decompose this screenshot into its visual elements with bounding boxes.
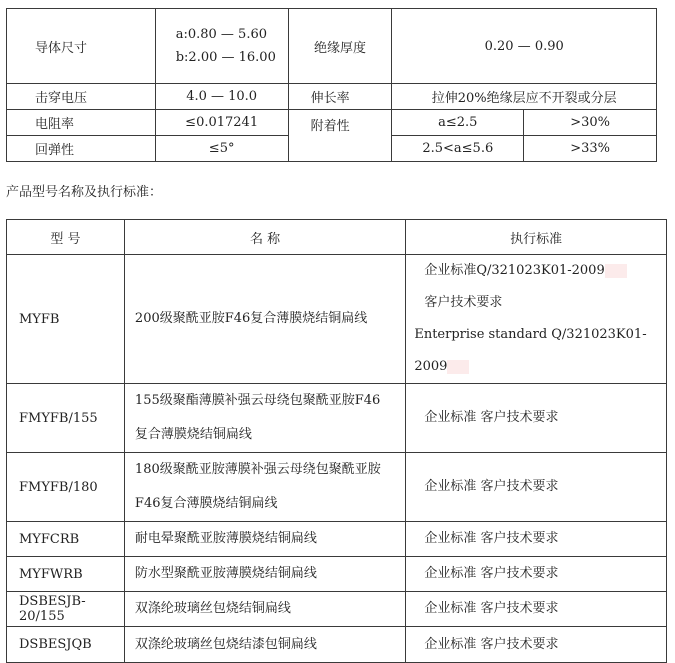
product-row (7, 557, 667, 592)
product-model: FMYFB/155 (7, 384, 125, 453)
header-standard: 执行标准 (406, 220, 667, 255)
product-name (124, 522, 405, 557)
highlight-mark (605, 264, 627, 278)
header-model: 型 号 (7, 220, 125, 255)
product-name-line: 双涤纶玻璃丝包烧结铜扁线 (134, 601, 291, 616)
product-name (124, 453, 405, 522)
insulation-value: 0.20 — 0.90 (392, 9, 657, 84)
product-standard-line (414, 319, 666, 383)
product-table-caption: 产品型号名称及执行标准： (6, 185, 163, 200)
conductor-size-value (155, 9, 288, 84)
product-name (124, 384, 405, 453)
product-standard (406, 592, 667, 627)
product-standard (406, 384, 667, 453)
product-standard-line (414, 255, 666, 287)
product-name (124, 557, 405, 592)
product-table-header (7, 220, 667, 255)
breakdown-label: 击穿电压 (7, 84, 156, 110)
product-standard (406, 557, 667, 592)
conductor-a-range: a:0.80 — 5.60 (175, 27, 268, 42)
adhesion-value-1: >30% (524, 110, 657, 136)
product-standard-line: 企业标准 客户技术要求 (424, 410, 559, 425)
standard-text: 企业标准Q/321023K01-2009 (424, 263, 605, 278)
product-name (124, 255, 405, 384)
product-name (124, 627, 405, 663)
product-name-line: 复合薄膜烧结铜扁线 (134, 427, 252, 442)
product-name-line: 200级聚酰亚胺F46复合薄膜烧结铜扁线 (134, 311, 368, 326)
product-standard-line: 企业标准 客户技术要求 (424, 531, 559, 546)
product-name (124, 592, 405, 627)
product-standard-line: 企业标准 客户技术要求 (424, 601, 559, 616)
product-model: MYFWRB (7, 557, 125, 592)
product-row (7, 522, 667, 557)
spec-row (7, 110, 657, 136)
product-name-line: 双涤纶玻璃丝包烧结漆包铜扁线 (134, 636, 317, 652)
product-name-line: 155级聚酯薄膜补强云母绕包聚酰亚胺F46 (134, 393, 381, 408)
product-row (7, 453, 667, 522)
product-standard (406, 453, 667, 522)
spec-table (6, 8, 657, 162)
product-standard (406, 522, 667, 557)
adhesion-condition-2: 2.5<a≤5.6 (392, 136, 524, 162)
product-name-line: F46复合薄膜烧结铜扁线 (134, 496, 278, 511)
product-table-body (7, 255, 667, 663)
conductor-b-range: b:2.00 — 16.00 (175, 50, 276, 65)
product-model: MYFB (7, 255, 125, 384)
product-name-line: 防水型聚酰亚胺薄膜烧结铜扁线 (134, 566, 317, 581)
product-model: MYFCRB (7, 522, 125, 557)
product-model: DSBESJQB (7, 627, 125, 663)
springback-label: 回弹性 (7, 136, 156, 162)
product-standard (406, 255, 667, 384)
standard-text: Enterprise standard Q/321023K01-2009 (414, 327, 647, 374)
product-row (7, 384, 667, 453)
elongation-value: 拉伸20%绝缘层应不开裂或分层 (392, 84, 657, 110)
product-table (6, 219, 667, 663)
product-standard-line: 企业标准 客户技术要求 (424, 636, 559, 652)
resistivity-value: ≤0.017241 (155, 110, 288, 136)
header-name: 名 称 (124, 220, 405, 255)
product-standard-line: 企业标准 客户技术要求 (424, 479, 559, 494)
adhesion-label: 附着性 (288, 110, 392, 162)
highlight-mark (447, 360, 469, 374)
product-row (7, 627, 667, 663)
spec-row (7, 9, 657, 84)
conductor-size-label: 导体尺寸 (7, 9, 156, 84)
adhesion-condition-1: a≤2.5 (392, 110, 524, 136)
product-model: DSBESJB-20/155 (7, 592, 125, 627)
elongation-label: 伸长率 (288, 84, 392, 110)
product-standard (406, 627, 667, 663)
product-standard-line: 客户技术要求 (424, 295, 503, 310)
product-standard-line: 企业标准 客户技术要求 (424, 566, 559, 581)
spec-row (7, 84, 657, 110)
product-row (7, 255, 667, 384)
breakdown-value: 4.0 — 10.0 (155, 84, 288, 110)
adhesion-value-2: >33% (524, 136, 657, 162)
insulation-label: 绝缘厚度 (288, 9, 392, 84)
product-name-line: 耐电晕聚酰亚胺薄膜烧结铜扁线 (134, 531, 317, 546)
springback-value: ≤5° (155, 136, 288, 162)
product-model: FMYFB/180 (7, 453, 125, 522)
product-row (7, 592, 667, 627)
resistivity-label: 电阻率 (7, 110, 156, 136)
product-name-line: 180级聚酰亚胺薄膜补强云母绕包聚酰亚胺 (134, 462, 381, 477)
